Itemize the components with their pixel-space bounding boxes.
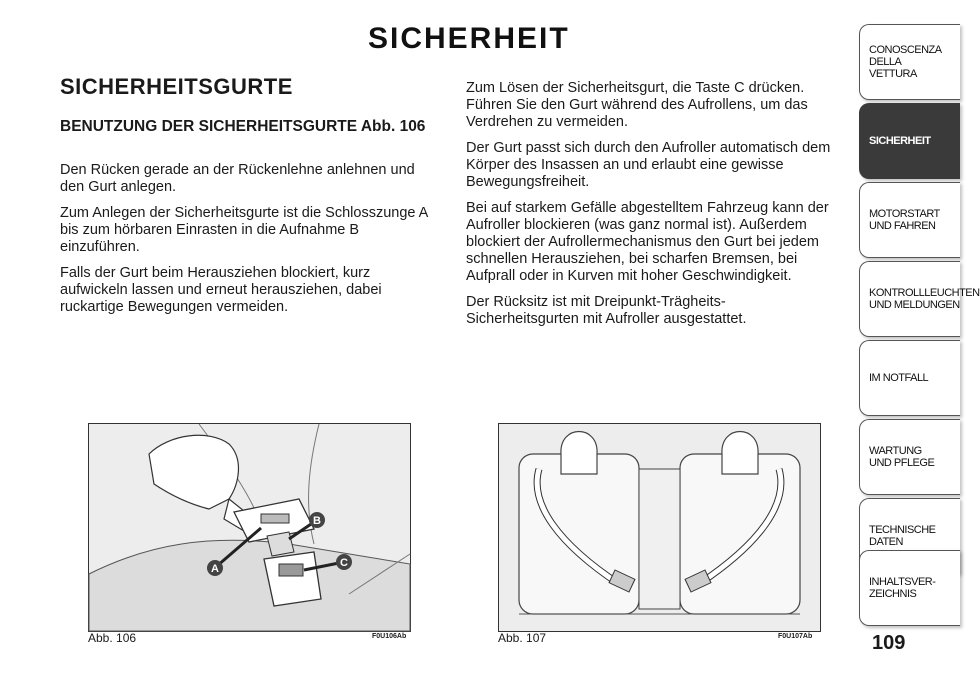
- figure-rear-seatbelts: [498, 423, 821, 632]
- tab-label: SICHERHEIT: [869, 135, 931, 147]
- paragraph: Der Gurt passt sich durch den Aufroller automatisch dem Körper des Insassen an und erlaubt eine gewisse Bewegungsfreiheit.: [466, 140, 831, 190]
- page-title: SICHERHEIT: [368, 22, 570, 55]
- section-title: SICHERHEITSGURTE: [60, 74, 293, 99]
- tab-wartung[interactable]: [859, 419, 960, 495]
- tab-kontrollleuchten[interactable]: [859, 261, 980, 337]
- label-b: B: [313, 515, 321, 527]
- paragraph: Zum Lösen der Sicherheitsgurt, die Taste C drücken. Führen Sie den Gurt während des Aufrollens, um das Verdrehen zu vermeiden.: [466, 80, 808, 130]
- tab-label: MOTORSTART UND FAHREN: [869, 208, 940, 232]
- paragraph: Der Rücksitz ist mit Dreipunkt-Trägheits-Sicherheitsgurten mit Aufroller ausgestattet.: [466, 294, 747, 327]
- label-a: A: [211, 563, 219, 575]
- paragraph: Falls der Gurt beim Herausziehen blockiert, kurz aufwickeln lassen und erneut herausziehen, dabei ruckartige Bewegungen vermeiden.: [60, 265, 382, 315]
- tab-label: KONTROLLLEUCHTEN UND MELDUNGEN: [869, 287, 980, 311]
- paragraph: Den Rücken gerade an der Rückenlehne anlehnen und den Gurt anlegen.: [60, 162, 415, 195]
- label-c: C: [340, 557, 348, 569]
- tab-label: INHALTSVER- ZEICHNIS: [869, 576, 936, 600]
- buckle-illustration: [89, 424, 410, 631]
- subsection-title: BENUTZUNG DER SICHERHEITSGURTE Abb. 106: [60, 118, 426, 135]
- tab-label: TECHNISCHE DATEN: [869, 524, 936, 548]
- right-column: [466, 80, 836, 337]
- page-number: 109: [872, 632, 906, 654]
- tab-label: IM NOTFALL: [869, 372, 929, 384]
- tab-label: CONOSCENZA DELLA VETTURA: [869, 44, 942, 80]
- figure-caption: Abb. 106: [88, 631, 137, 645]
- paragraph: Zum Anlegen der Sicherheitsgurte ist die Schlosszunge A bis zum hörbaren Einrasten in die Aufnahme B einzuführen.: [60, 205, 428, 255]
- paragraph: Bei auf starkem Gefälle abgestelltem Fahrzeug kann der Aufroller blockieren (was ganz normal ist). Außerdem blockiert der Aufrollermechanismus den Gurt bei jedem schnellen Herausziehen, bei scharfen Bremsen, bei Aufprall oder in Kurven mit hoher Geschwindigkeit.: [466, 200, 829, 284]
- figure-code: F0U106Ab: [372, 633, 407, 640]
- tab-motorstart[interactable]: [859, 182, 960, 258]
- tab-sicherheit[interactable]: [859, 103, 960, 179]
- figure-seatbelt-buckle: [88, 423, 411, 632]
- figure-caption: Abb. 107: [498, 631, 547, 645]
- tab-inhaltsverzeichnis[interactable]: [859, 550, 960, 626]
- figure-code: F0U107Ab: [778, 633, 813, 640]
- tab-im-notfall[interactable]: [859, 340, 960, 416]
- tab-conoscenza[interactable]: [859, 24, 960, 100]
- rear-seat-illustration: [499, 424, 820, 631]
- left-column: [60, 162, 440, 325]
- tab-label: WARTUNG UND PFLEGE: [869, 445, 935, 469]
